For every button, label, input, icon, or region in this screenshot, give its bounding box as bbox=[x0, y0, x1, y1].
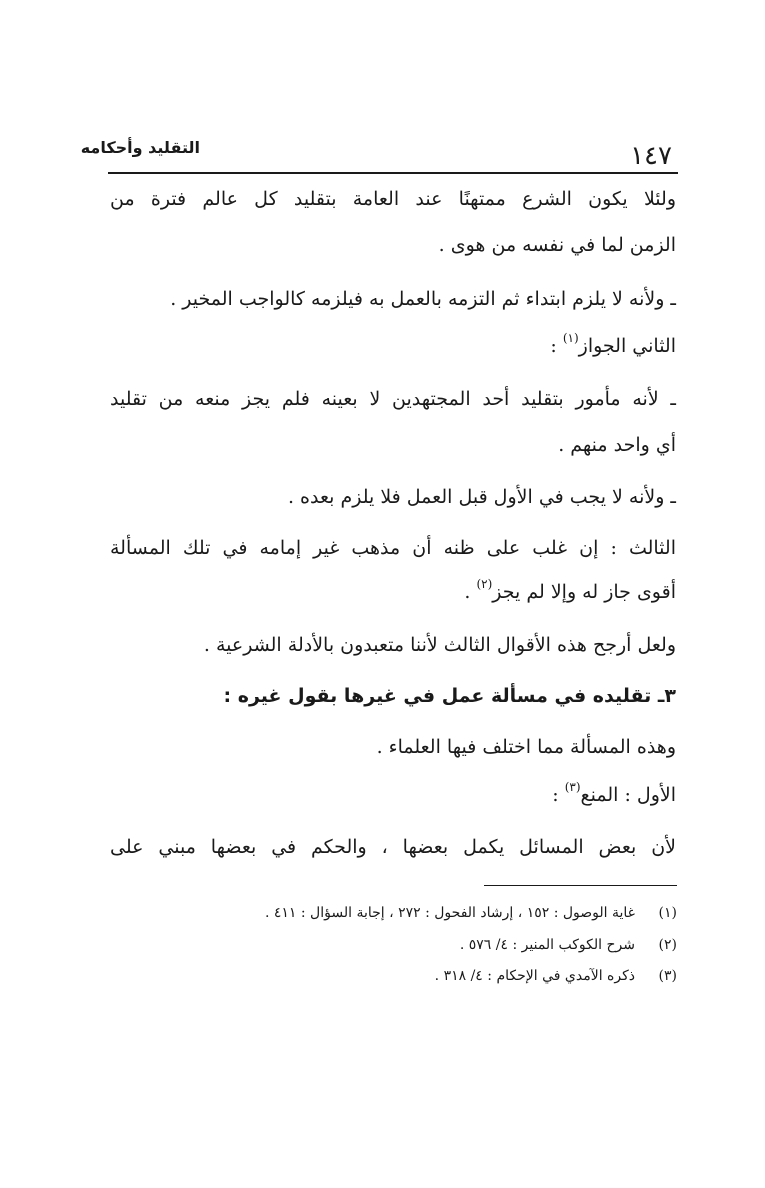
paragraph-line: ـ لأنه مأمور بتقليد أحد المجتهدين لا بعينه فلم يجز منعه من تقليد bbox=[110, 388, 676, 410]
footnote-ref: (٢) bbox=[476, 577, 493, 591]
footnote-mark: (٢) bbox=[658, 937, 677, 953]
paragraph-text: : bbox=[550, 335, 563, 357]
paragraph-line: ولعل أرجح هذه الأقوال الثالث لأننا متعبدون بالأدلة الشرعية . bbox=[203, 634, 676, 656]
footnote bbox=[460, 935, 677, 955]
page-number: ١٤٧ bbox=[630, 141, 672, 171]
footnote-ref: (١) bbox=[562, 331, 579, 345]
footnote-mark: (٣) bbox=[658, 968, 677, 984]
paragraph-line bbox=[552, 780, 676, 807]
footnote-text: غاية الوصول : ١٥٢ ، إرشاد الفحول : ٢٧٢ ، إجابة السؤال : ٤١١ . bbox=[264, 905, 635, 921]
paragraph-line bbox=[550, 331, 676, 358]
footnote bbox=[265, 903, 677, 923]
paragraph-text: أقوى جاز له وإلا لم يجز bbox=[492, 581, 676, 603]
paragraph-line: ولئلا يكون الشرع ممتهنًا عند العامة بتقليد كل عالم فترة من bbox=[110, 188, 676, 210]
paragraph-text: الثاني الجواز bbox=[578, 335, 676, 357]
footnote-text: ذكره الآمدي في الإحكام : ٤/ ٣١٨ . bbox=[434, 968, 635, 984]
paragraph-line: وهذه المسألة مما اختلف فيها العلماء . bbox=[376, 736, 676, 758]
header-rule bbox=[108, 172, 678, 174]
footnote-text: شرح الكوكب المنير : ٤/ ٥٧٦ . bbox=[459, 937, 635, 953]
paragraph-line: أي واحد منهم . bbox=[558, 434, 676, 456]
paragraph-line: ـ ولأنه لا يلزم ابتداء ثم التزمه بالعمل به فيلزمه كالواجب المخير . bbox=[170, 288, 676, 310]
footnote bbox=[435, 966, 677, 986]
running-title: التقليد وأحكامه bbox=[80, 138, 200, 157]
paragraph-text: : bbox=[552, 784, 565, 806]
paragraph-line: الثالث : إن غلب على ظنه أن مذهب غير إمامه في تلك المسألة bbox=[110, 537, 676, 559]
footnote-ref: (٣) bbox=[564, 780, 581, 794]
footnote-mark: (١) bbox=[658, 905, 677, 921]
section-heading: ٣ـ تقليده في مسألة عمل في غيرها بقول غيره : bbox=[223, 685, 676, 707]
footnote-rule bbox=[484, 885, 677, 886]
paragraph-line: الزمن لما في نفسه من هوى . bbox=[438, 234, 676, 256]
paragraph-line bbox=[464, 577, 676, 604]
paragraph-line: ـ ولأنه لا يجب في الأول قبل العمل فلا يلزم بعده . bbox=[287, 486, 676, 508]
paragraph-line: لأن بعض المسائل يكمل بعضها ، والحكم في بعضها مبني على bbox=[110, 836, 676, 858]
paragraph-text: . bbox=[464, 581, 477, 603]
paragraph-text: الأول : المنع bbox=[580, 784, 676, 806]
